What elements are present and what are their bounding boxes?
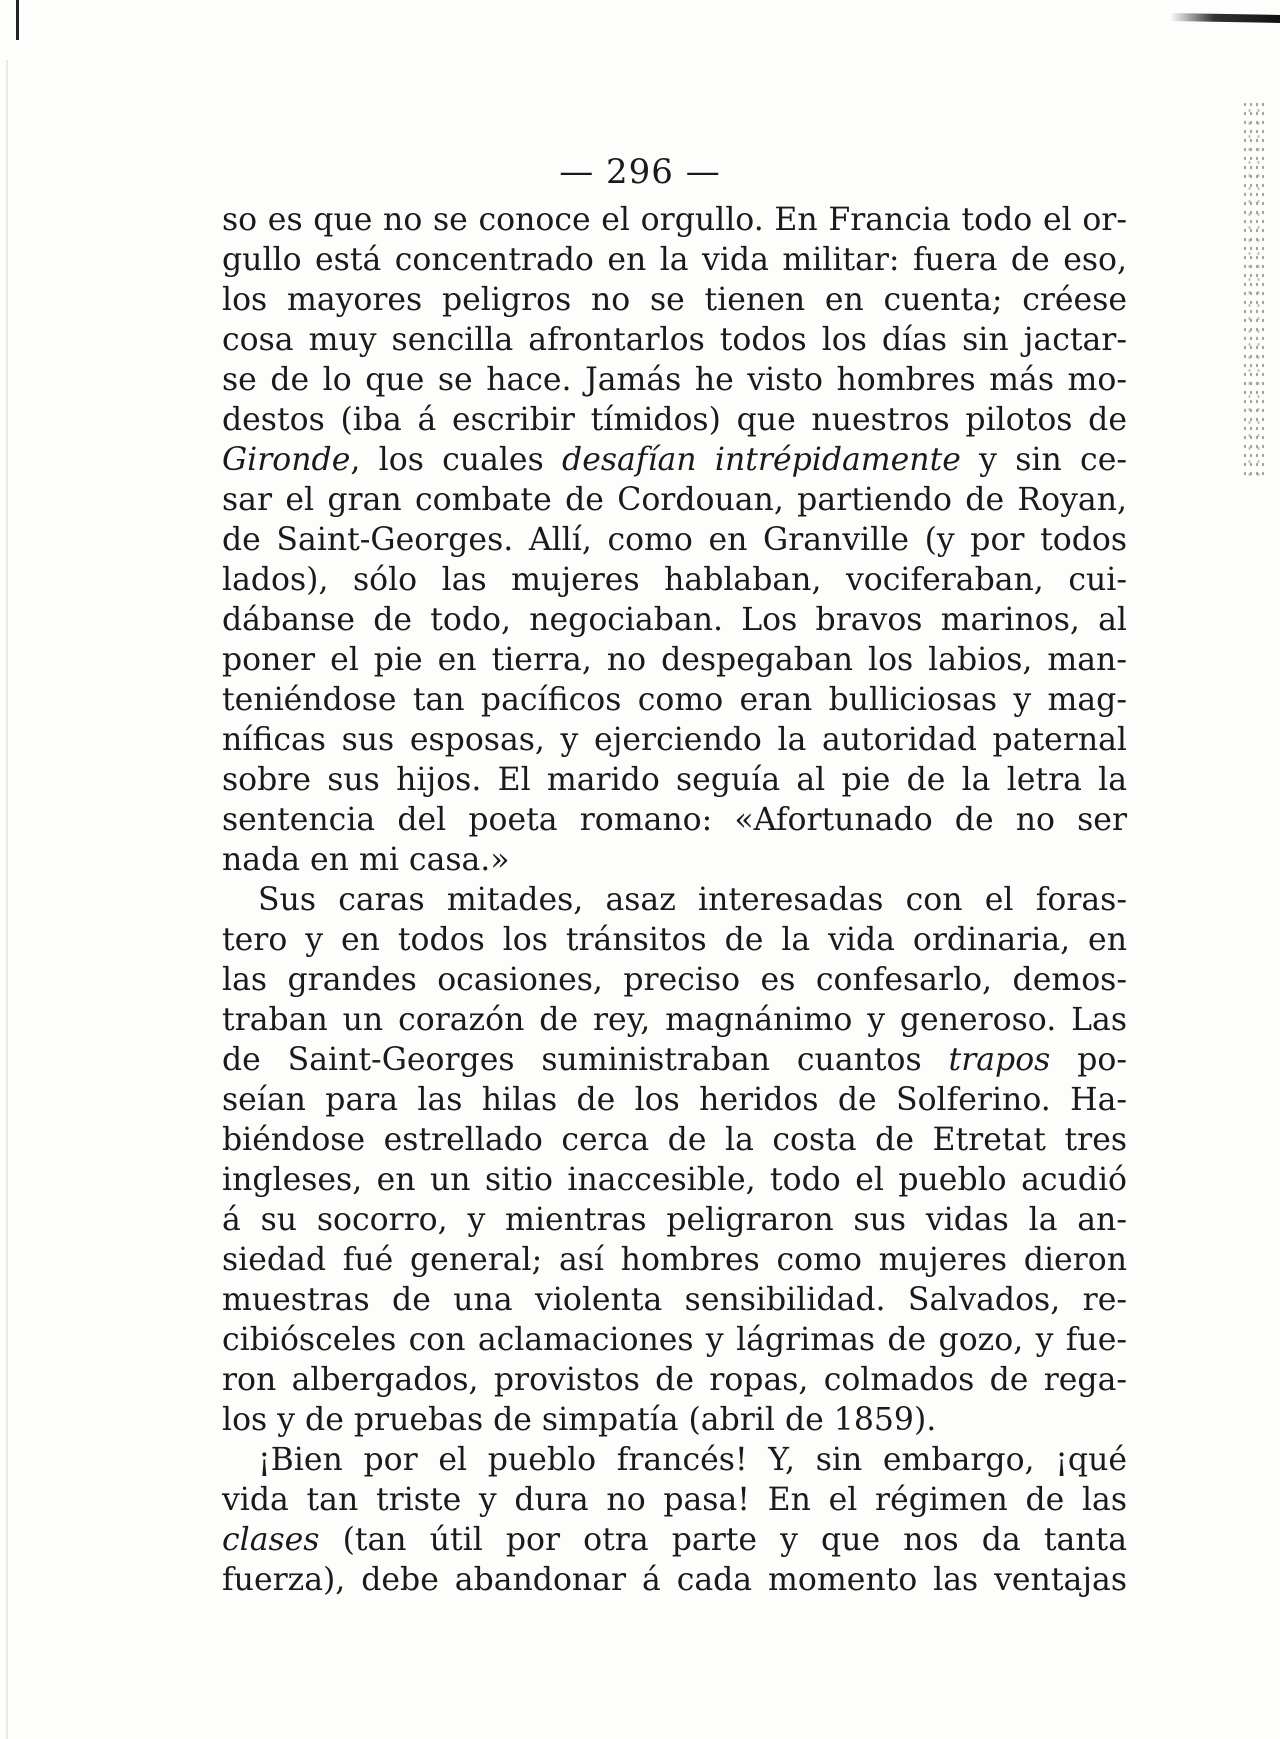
text-line [222,760,1127,800]
page-number: — 296 — [559,152,721,192]
text-run: y sin ce- [960,442,1127,478]
text-line [222,1520,1127,1560]
text-run: lados), sólo las mujeres hablaban, vociferaban, cui- [222,562,1127,598]
text-run: poner el pie en tierra, no despegaban los labios, man- [222,642,1127,678]
text-run: los y de pruebas de simpatía (abril de 1859). [222,1402,937,1438]
text-run: traban un corazón de rey, magnánimo y generoso. Las [222,1002,1127,1038]
text-line [222,320,1127,360]
text-line [222,600,1127,640]
page-edge-shadow-left [6,60,8,1739]
text-run: (tan útil por otra parte y que nos da tanta [319,1522,1127,1558]
italic-text: trapos [948,1042,1051,1078]
text-run: po- [1050,1042,1127,1078]
text-line [222,1160,1127,1200]
page-edge-mark-right [1170,13,1280,23]
text-line [222,800,1127,840]
text-run: seían para las hilas de los heridos de Solferino. Ha- [222,1082,1127,1118]
text-line [222,1080,1127,1120]
text-line [222,1560,1127,1600]
text-run: vida tan triste y dura no pasa! En el régimen de las [222,1482,1127,1518]
page-edge-mark-left [16,0,19,40]
text-line [222,1120,1127,1160]
text-line [222,520,1127,560]
text-run: sobre sus hijos. El marido seguía al pie de la letra la [222,762,1127,798]
text-line [222,920,1127,960]
text-line [222,640,1127,680]
text-line [222,1480,1127,1520]
text-line [222,1280,1127,1320]
text-run: cibiósceles con aclamaciones y lágrimas de gozo, y fue- [222,1322,1127,1358]
text-run: de Saint-Georges suministraban cuantos [222,1042,949,1078]
italic-text: Gironde [222,442,351,478]
text-run: biéndose estrellado cerca de la costa de Etretat tres [222,1122,1127,1158]
text-run: Sus caras mitades, asaz interesadas con el foras- [258,882,1127,918]
text-line [222,1440,1127,1480]
text-line [222,440,1127,480]
text-run: sar el gran combate de Cordouan, partiendo de Royan, [222,482,1127,518]
text-run: ron albergados, provistos de ropas, colmados de rega- [222,1362,1127,1398]
text-run: á su socorro, y mientras peligraron sus vidas la an- [222,1202,1127,1238]
paragraph [222,1440,1127,1600]
text-run: , los cuales [350,442,563,478]
text-line [222,840,1127,880]
text-line [222,280,1127,320]
text-line [222,360,1127,400]
text-run: siedad fué general; así hombres como mujeres dieron [222,1242,1127,1278]
text-run: fuerza), debe abandonar á cada momento las ventajas [222,1562,1127,1598]
text-run: sentencia del poeta romano: «Afortunado de no ser [222,802,1127,838]
text-line [222,1040,1127,1080]
text-run: gullo está concentrado en la vida militar: fuera de eso, [222,242,1127,278]
text-run: se de lo que se hace. Jamás he visto hombres más mo- [222,362,1127,398]
text-line [222,1320,1127,1360]
body-text [222,200,1127,1600]
text-line [222,960,1127,1000]
text-run: muestras de una violenta sensibilidad. Salvados, re- [222,1282,1127,1318]
text-line [222,880,1127,920]
text-line [222,240,1127,280]
text-run: teniéndose tan pacíficos como eran bulliciosas y mag- [222,682,1127,718]
text-run: las grandes ocasiones, preciso es confesarlo, demos- [222,962,1127,998]
text-line [222,400,1127,440]
text-run: cosa muy sencilla afrontarlos todos los días sin jactar- [222,322,1127,358]
italic-text: clases [222,1522,320,1558]
paragraph [222,880,1127,1440]
text-line [222,680,1127,720]
text-line [222,200,1127,240]
text-run: destos (iba á escribir tímidos) que nuestros pilotos de [222,402,1127,438]
text-line [222,720,1127,760]
text-run: níficas sus esposas, y ejerciendo la autoridad paternal [222,722,1127,758]
text-run: dábanse de todo, negociaban. Los bravos marinos, al [222,602,1127,638]
text-line [222,1240,1127,1280]
text-line [222,1360,1127,1400]
paragraph [222,200,1127,880]
text-line [222,480,1127,520]
text-line [222,1000,1127,1040]
text-line [222,1200,1127,1240]
text-run: so es que no se conoce el orgullo. En Francia todo el or- [222,202,1127,238]
text-line [222,1400,1127,1440]
text-line [222,560,1127,600]
text-run: tero y en todos los tránsitos de la vida ordinaria, en [222,922,1127,958]
text-run: los mayores peligros no se tienen en cuenta; créese [222,282,1127,318]
text-run: ingleses, en un sitio inaccesible, todo el pueblo acudió [222,1162,1127,1198]
text-run: nada en mi casa.» [222,842,510,878]
italic-text: desafían intrépidamente [562,442,961,478]
text-run: de Saint-Georges. Allí, como en Granville (y por todos [222,522,1127,558]
text-run: ¡Bien por el pueblo francés! Y, sin embargo, ¡qué [258,1442,1127,1478]
